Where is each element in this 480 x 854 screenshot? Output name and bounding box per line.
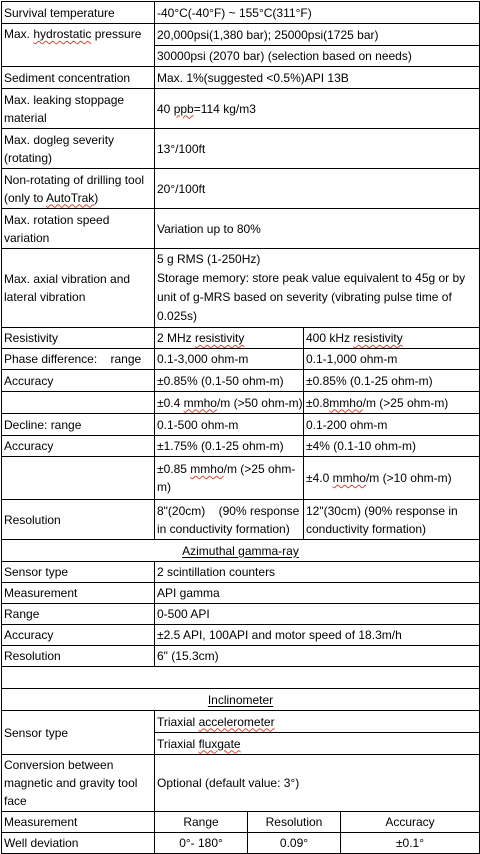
sediment-label: Sediment concentration bbox=[2, 67, 155, 89]
resolution-label: Resolution bbox=[2, 500, 155, 540]
accuracy-1: ±0.85% (0.1-50 ohm-m) bbox=[155, 370, 304, 392]
empty-cell bbox=[2, 457, 155, 500]
pressure-label: Max. hydrostatic pressure bbox=[2, 24, 155, 67]
resistivity-col1: 2 MHz resistivity bbox=[155, 328, 304, 349]
table-row bbox=[2, 328, 480, 349]
table-row bbox=[2, 169, 480, 209]
accuracy-mmho-2: ±0.8mmho/m (>25 ohm-m) bbox=[304, 392, 480, 414]
survival-value: -40°C(-40°F) ~ 155°C(311°F) bbox=[155, 2, 480, 24]
vibration-value: 5 g RMS (1-250Hz) Storage memory: store peak value equivalent to 45g or by unit of g-MRS based on severity (vibrating pulse time of 0.025s) bbox=[155, 249, 480, 328]
specification-table bbox=[1, 1, 480, 854]
table-row bbox=[2, 500, 480, 540]
rotation-label: Max. rotation speed variation bbox=[2, 209, 155, 249]
table-row bbox=[2, 129, 480, 169]
gamma-label: Range bbox=[2, 604, 155, 625]
sensor-type-value-1: Triaxial accelerometer bbox=[155, 711, 480, 733]
phase-label: Phase difference: range bbox=[2, 349, 155, 370]
accuracy-label: Accuracy bbox=[2, 370, 155, 392]
pressure-value-2: 30000psi (2070 bar) (selection based on needs) bbox=[155, 46, 480, 67]
range-header: Range bbox=[155, 812, 248, 833]
decline-range-1: 0.1-500 ohm-m bbox=[155, 414, 304, 436]
accuracy-decline-1: ±1.75% (0.1-25 ohm-m) bbox=[155, 436, 304, 457]
well-deviation-resolution: 0.09° bbox=[248, 833, 341, 854]
dogleg-label: Max. dogleg severity (rotating) bbox=[2, 129, 155, 169]
decline-label: Decline: range bbox=[2, 414, 155, 436]
table-row bbox=[2, 392, 480, 414]
well-deviation-label: Well deviation bbox=[2, 833, 155, 854]
table-row bbox=[2, 2, 480, 24]
table-row bbox=[2, 89, 480, 129]
survival-label: Survival temperature bbox=[2, 2, 155, 24]
rotation-value: Variation up to 80% bbox=[155, 209, 480, 249]
resolution-1: 8"(20cm) (90% response in conductivity formation) bbox=[155, 500, 304, 540]
accuracy-label: Accuracy bbox=[2, 436, 155, 457]
table-row bbox=[2, 540, 480, 562]
nonrot-label: Non-rotating of drilling tool (only to AutoTrak) bbox=[2, 169, 155, 209]
gamma-label: Accuracy bbox=[2, 625, 155, 646]
gamma-label: Measurement bbox=[2, 583, 155, 604]
spacer-row bbox=[2, 667, 480, 689]
table-row bbox=[2, 457, 480, 500]
table-row bbox=[2, 646, 480, 667]
table-row bbox=[2, 414, 480, 436]
dogleg-value: 13°/100ft bbox=[155, 129, 480, 169]
pressure-value-1: 20,000psi(1,380 bar); 25000psi(1725 bar) bbox=[155, 24, 480, 46]
gamma-value: API gamma bbox=[155, 583, 480, 604]
table-row bbox=[2, 436, 480, 457]
empty-cell bbox=[2, 392, 155, 414]
gamma-value: 6" (15.3cm) bbox=[155, 646, 480, 667]
resistivity-label: Resistivity bbox=[2, 328, 155, 349]
phase-range-1: 0.1-3,000 ohm-m bbox=[155, 349, 304, 370]
table-row bbox=[2, 604, 480, 625]
vibration-label: Max. axial vibration and lateral vibration bbox=[2, 249, 155, 328]
section-header-gamma: Azimuthal gamma-ray bbox=[2, 540, 480, 562]
sensor-type-label: Sensor type bbox=[2, 711, 155, 755]
table-row bbox=[2, 209, 480, 249]
resistivity-col2: 400 kHz resistivity bbox=[304, 328, 480, 349]
table-row bbox=[2, 689, 480, 711]
gamma-value: 0-500 API bbox=[155, 604, 480, 625]
conversion-label: Conversion between magnetic and gravity tool face bbox=[2, 755, 155, 812]
gamma-label: Resolution bbox=[2, 646, 155, 667]
table-row bbox=[2, 812, 480, 833]
accuracy-mmho-1: ±0.4 mmho/m (>50 ohm-m) bbox=[155, 392, 304, 414]
leaking-label: Max. leaking stoppage material bbox=[2, 89, 155, 129]
gamma-value: 2 scintillation counters bbox=[155, 562, 480, 583]
table-row bbox=[2, 24, 480, 46]
measurement-label: Measurement bbox=[2, 812, 155, 833]
table-row bbox=[2, 625, 480, 646]
well-deviation-accuracy: ±0.1° bbox=[341, 833, 480, 854]
accuracy-mmho-4: ±4.0 mmho/m (>10 ohm-m) bbox=[304, 457, 480, 500]
table-row bbox=[2, 583, 480, 604]
table-row bbox=[2, 711, 480, 733]
conversion-value: Optional (default value: 3°) bbox=[155, 755, 480, 812]
gamma-value: ±2.5 API, 100API and motor speed of 18.3m/h bbox=[155, 625, 480, 646]
leaking-value: 40 ppb=114 kg/m3 bbox=[155, 89, 480, 129]
well-deviation-range: 0°- 180° bbox=[155, 833, 248, 854]
table-row bbox=[2, 667, 480, 689]
decline-range-2: 0.1-200 ohm-m bbox=[304, 414, 480, 436]
resolution-2: 12"(30cm) (90% response in conductivity formation) bbox=[304, 500, 480, 540]
gamma-label: Sensor type bbox=[2, 562, 155, 583]
accuracy-header: Accuracy bbox=[341, 812, 480, 833]
table-row bbox=[2, 755, 480, 812]
resolution-header: Resolution bbox=[248, 812, 341, 833]
accuracy-2: ±0.85% (0.1-25 ohm-m) bbox=[304, 370, 480, 392]
table-row bbox=[2, 370, 480, 392]
sediment-value: Max. 1%(suggested <0.5%)API 13B bbox=[155, 67, 480, 89]
nonrot-value: 20°/100ft bbox=[155, 169, 480, 209]
phase-range-2: 0.1-1,000 ohm-m bbox=[304, 349, 480, 370]
section-header-inclinometer: Inclinometer bbox=[2, 689, 480, 711]
table-row bbox=[2, 349, 480, 370]
table-row bbox=[2, 67, 480, 89]
accuracy-decline-2: ±4% (0.1-10 ohm-m) bbox=[304, 436, 480, 457]
table-row bbox=[2, 833, 480, 854]
sensor-type-value-2: Triaxial fluxgate bbox=[155, 733, 480, 755]
table-row bbox=[2, 562, 480, 583]
table-row bbox=[2, 249, 480, 328]
accuracy-mmho-3: ±0.85 mmho/m (>25 ohm-m) bbox=[155, 457, 304, 500]
